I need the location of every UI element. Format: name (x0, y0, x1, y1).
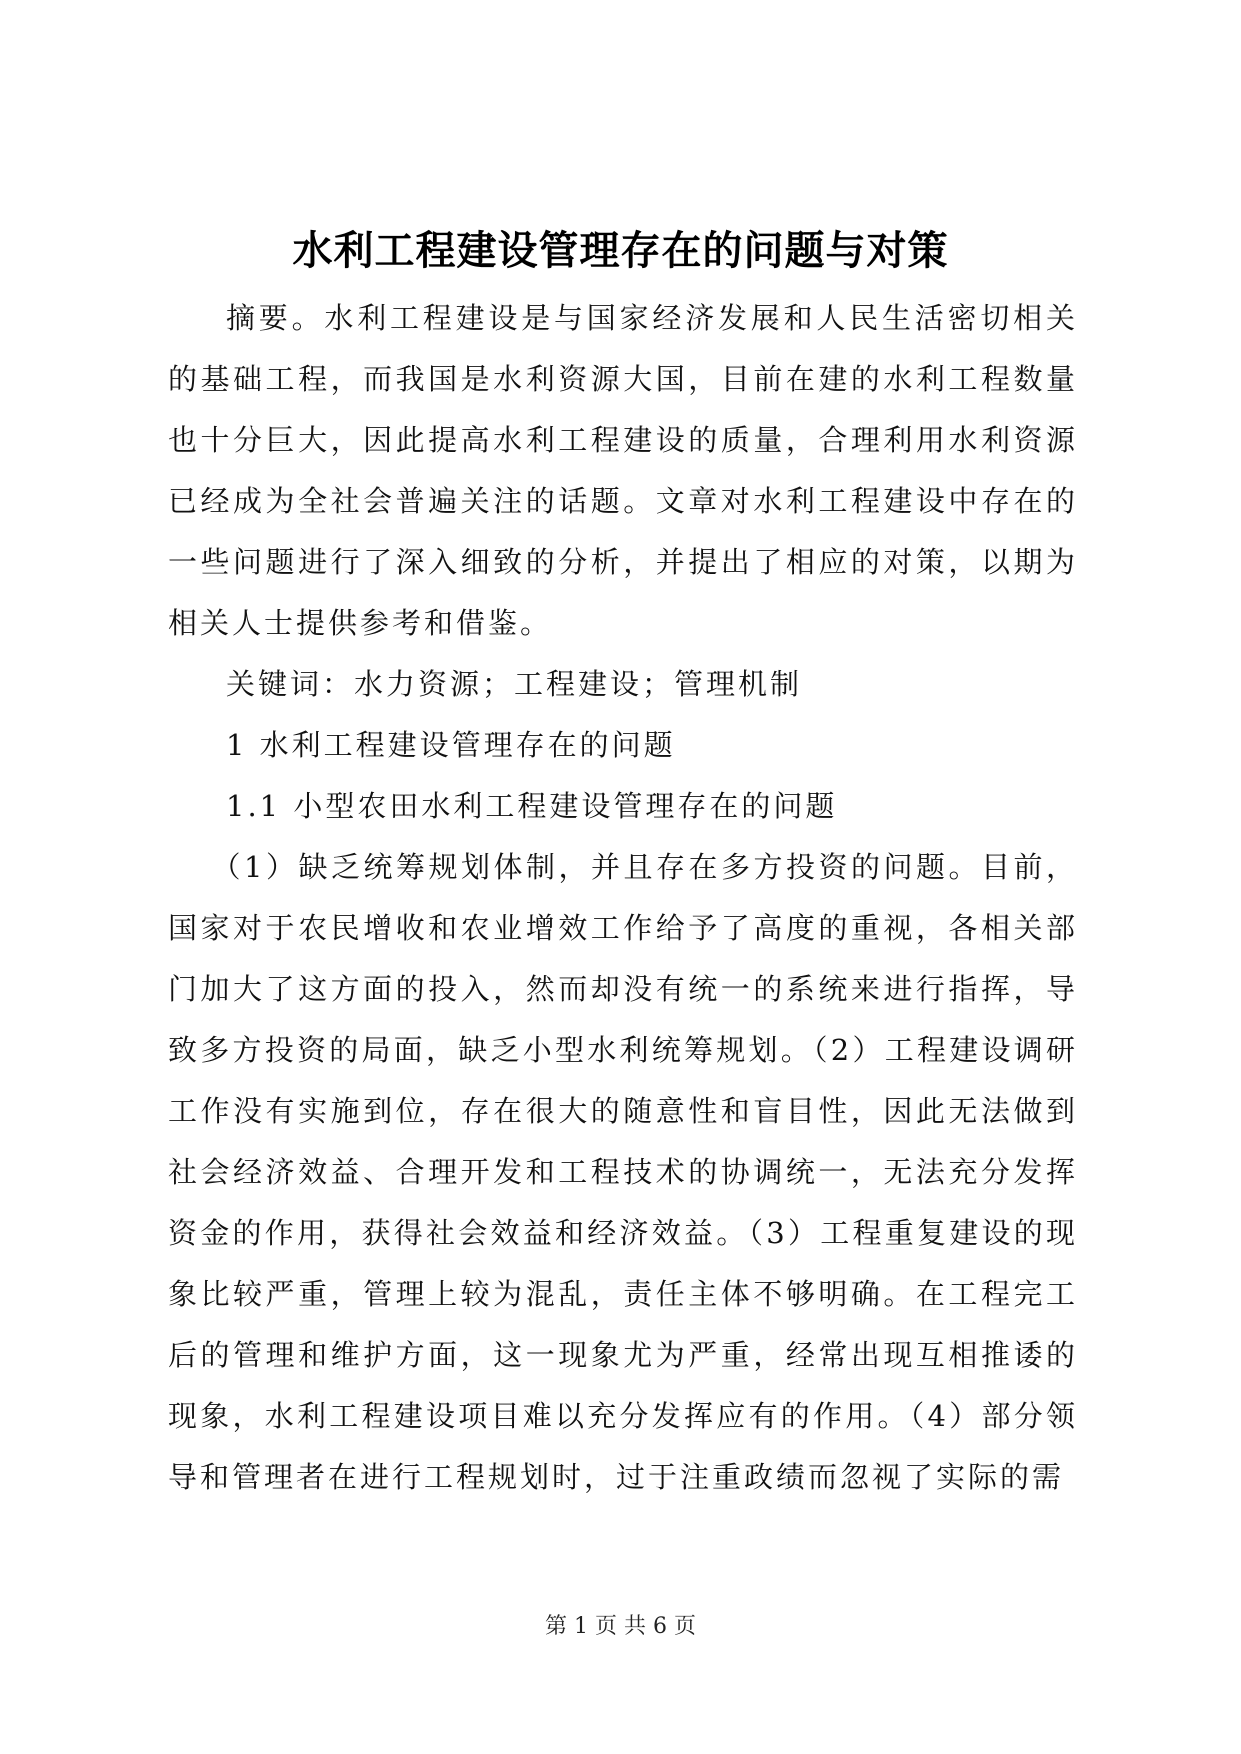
section-heading-1: 1 水利工程建设管理存在的问题 (226, 728, 676, 762)
section-heading-1-1: 1.1 小型农田水利工程建设管理存在的问题 (226, 789, 838, 823)
keywords-line: 关键词：水力资源；工程建设；管理机制 (226, 667, 803, 701)
page-number-footer: 第 1 页 共 6 页 (545, 1614, 696, 1639)
document-title: 水利工程建设管理存在的问题与对策 (292, 227, 949, 274)
abstract-paragraph: 摘要。水利工程建设是与国家经济发展和人民生活密切相关的基础工程，而我国是水利资源大国，目前在建的水利工程数量也十分巨大，因此提高水利工程建设的质量，合理利用水利资源已经成为全社会普遍关注的话题。文章对水利工程建设中存在的一些问题进行了深入细致的分析，并提出了相应的对策，以期为相关人士提供参考和借鉴。 (168, 301, 1078, 640)
document-body (168, 288, 1078, 1508)
body-paragraph-1: （1）缺乏统筹规划体制，并且存在多方投资的问题。目前，国家对于农民增收和农业增效工作给予了高度的重视，各相关部门加大了这方面的投入，然而却没有统一的系统来进行指挥，导致多方投资的局面，缺乏小型水利统筹规划。（2）工程建设调研工作没有实施到位，存在很大的随意性和盲目性，因此无法做到社会经济效益、合理开发和工程技术的协调统一，无法充分发挥资金的作用，获得社会效益和经济效益。（3）工程重复建设的现象比较严重，管理上较为混乱，责任主体不够明确。在工程完工后的管理和维护方面，这一现象尤为严重，经常出现互相推诿的现象，水利工程建设项目难以充分发挥应有的作用。（4）部分领导和管理者在进行工程规划时，过于注重政绩而忽视了实际的需 (168, 850, 1078, 1494)
